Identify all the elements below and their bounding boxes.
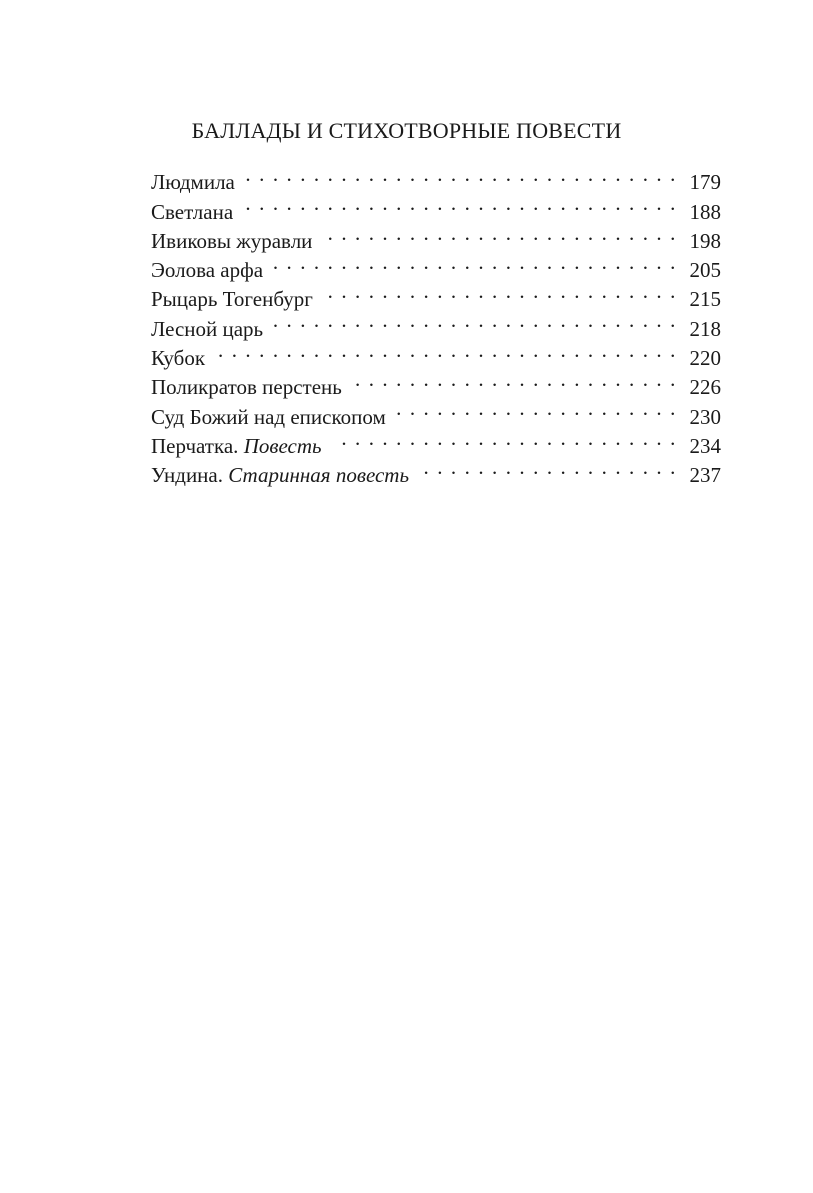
toc-page-number: 215 (689, 287, 721, 312)
dot-leader (215, 336, 677, 365)
toc-page-number: 237 (689, 463, 721, 488)
dot-leader (243, 189, 677, 218)
toc-page-number: 205 (689, 258, 721, 283)
toc-entry-title: Людмила (151, 170, 235, 195)
toc-entry[interactable] (151, 336, 721, 371)
toc-entry-title: Ивиковы журавли (151, 228, 313, 253)
toc-entry-title: Ундина. Старинная повесть (151, 463, 410, 488)
toc-page-number: 188 (689, 199, 721, 224)
dot-leader (273, 306, 677, 335)
toc-entry-title: Перчатка. Повесть (151, 433, 322, 458)
dot-leader (323, 277, 677, 306)
dot-leader (245, 160, 677, 189)
toc-entry-title: Поликратов перстень (151, 375, 342, 400)
dot-leader (322, 219, 677, 248)
toc-entry-subtitle: Повесть (243, 433, 322, 458)
toc-page-number: 198 (689, 228, 721, 253)
toc-entry-subtitle: Старинная повесть (228, 463, 410, 488)
toc-page-number: 220 (689, 346, 721, 371)
toc-page-number: 218 (689, 316, 721, 341)
toc-page-number: 226 (689, 375, 721, 400)
toc-entry-title: Суд Божий над епископом (151, 404, 386, 429)
dot-leader (273, 248, 677, 277)
toc-page-number: 234 (689, 433, 721, 458)
toc-entry-title: Светлана (151, 199, 234, 224)
toc-entry[interactable] (151, 160, 721, 195)
toc-entry[interactable] (151, 365, 721, 400)
section-title: БАЛЛАДЫ И СТИХОТВОРНЫЕ ПОВЕСТИ (191, 118, 622, 143)
toc-page-number: 179 (689, 170, 721, 195)
dot-leader (396, 394, 677, 423)
toc-entry-title: Лесной царь (151, 316, 264, 341)
dot-leader (352, 365, 677, 394)
toc-entry-title: Эолова арфа (151, 258, 264, 283)
table-of-contents (151, 160, 721, 488)
dot-leader (419, 453, 677, 482)
toc-entry-title: Кубок (151, 346, 206, 371)
toc-page-number: 230 (689, 404, 721, 429)
toc-entry-title: Рыцарь Тогенбург (151, 287, 313, 312)
dot-leader (332, 424, 677, 453)
